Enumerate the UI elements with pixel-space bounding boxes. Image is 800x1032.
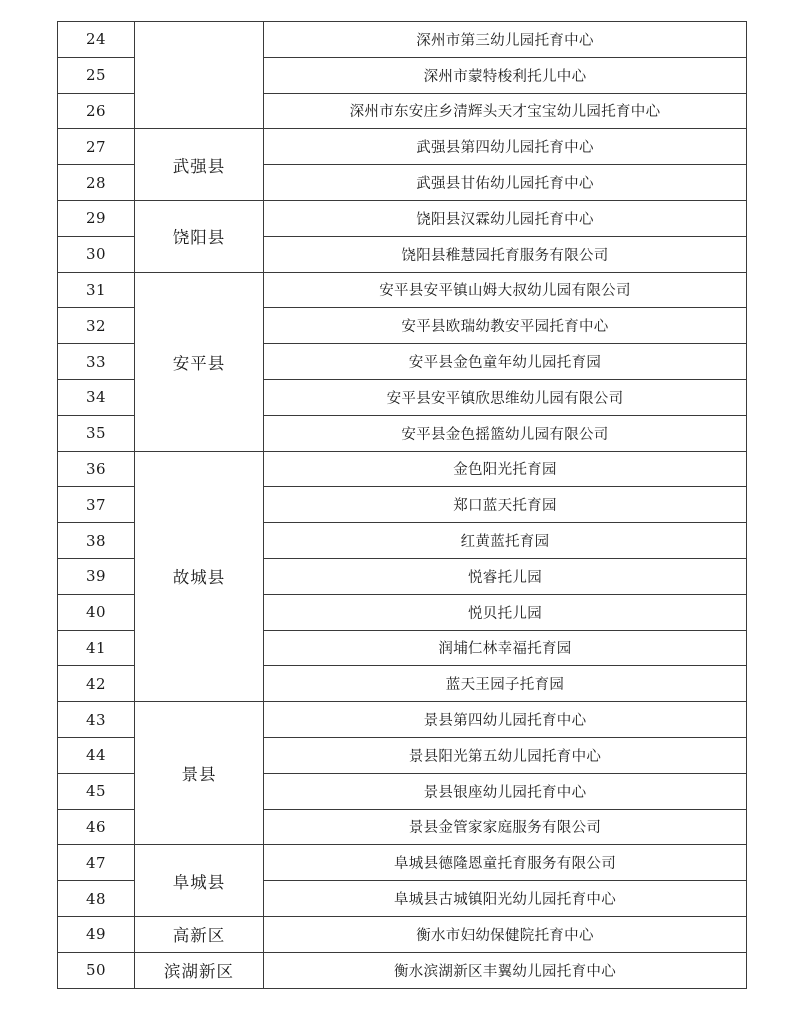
row-number: 50 xyxy=(58,952,135,988)
institution-name: 安平县金色童年幼儿园托育园 xyxy=(264,344,747,380)
table-row xyxy=(58,200,747,236)
county-cell: 景县 xyxy=(135,702,264,845)
row-number: 34 xyxy=(58,379,135,415)
row-number: 40 xyxy=(58,594,135,630)
row-number: 26 xyxy=(58,93,135,129)
row-number: 43 xyxy=(58,702,135,738)
table-row xyxy=(58,272,747,308)
table-row xyxy=(58,845,747,881)
row-number: 42 xyxy=(58,666,135,702)
county-cell xyxy=(135,22,264,129)
institution-name: 景县金管家家庭服务有限公司 xyxy=(264,809,747,845)
row-number: 36 xyxy=(58,451,135,487)
institution-name: 金色阳光托育园 xyxy=(264,451,747,487)
institution-name: 武强县第四幼儿园托育中心 xyxy=(264,129,747,165)
table-row xyxy=(58,129,747,165)
row-number: 27 xyxy=(58,129,135,165)
nursery-list-table xyxy=(57,21,747,989)
county-cell: 安平县 xyxy=(135,272,264,451)
county-cell: 滨湖新区 xyxy=(135,952,264,988)
county-cell: 阜城县 xyxy=(135,845,264,917)
row-number: 39 xyxy=(58,558,135,594)
table-body xyxy=(58,22,747,989)
table-row xyxy=(58,702,747,738)
institution-name: 安平县安平镇山姆大叔幼儿园有限公司 xyxy=(264,272,747,308)
row-number: 30 xyxy=(58,236,135,272)
institution-name: 景县银座幼儿园托育中心 xyxy=(264,773,747,809)
row-number: 38 xyxy=(58,523,135,559)
institution-name: 红黄蓝托育园 xyxy=(264,523,747,559)
county-cell: 武强县 xyxy=(135,129,264,201)
institution-name: 阜城县德隆恩童托育服务有限公司 xyxy=(264,845,747,881)
row-number: 33 xyxy=(58,344,135,380)
institution-name: 武强县甘佑幼儿园托育中心 xyxy=(264,165,747,201)
row-number: 31 xyxy=(58,272,135,308)
institution-name: 景县第四幼儿园托育中心 xyxy=(264,702,747,738)
institution-name: 悦睿托儿园 xyxy=(264,558,747,594)
table-row xyxy=(58,451,747,487)
institution-name: 蓝天王园子托育园 xyxy=(264,666,747,702)
institution-name: 饶阳县稚慧园托育服务有限公司 xyxy=(264,236,747,272)
table-row xyxy=(58,916,747,952)
institution-name: 安平县金色摇篮幼儿园有限公司 xyxy=(264,415,747,451)
row-number: 24 xyxy=(58,22,135,58)
row-number: 32 xyxy=(58,308,135,344)
county-cell: 高新区 xyxy=(135,916,264,952)
row-number: 37 xyxy=(58,487,135,523)
row-number: 28 xyxy=(58,165,135,201)
institution-name: 深州市第三幼儿园托育中心 xyxy=(264,22,747,58)
row-number: 48 xyxy=(58,881,135,917)
institution-name: 深州市东安庄乡清辉头天才宝宝幼儿园托育中心 xyxy=(264,93,747,129)
institution-name: 安平县安平镇欣思维幼儿园有限公司 xyxy=(264,379,747,415)
institution-name: 衡水滨湖新区丰翼幼儿园托育中心 xyxy=(264,952,747,988)
institution-name: 安平县欧瑞幼教安平园托育中心 xyxy=(264,308,747,344)
institution-name: 阜城县古城镇阳光幼儿园托育中心 xyxy=(264,881,747,917)
row-number: 25 xyxy=(58,57,135,93)
institution-name: 郑口蓝天托育园 xyxy=(264,487,747,523)
table-row xyxy=(58,952,747,988)
row-number: 49 xyxy=(58,916,135,952)
row-number: 29 xyxy=(58,200,135,236)
institution-name: 饶阳县汉霖幼儿园托育中心 xyxy=(264,200,747,236)
row-number: 41 xyxy=(58,630,135,666)
county-cell: 饶阳县 xyxy=(135,200,264,272)
institution-name: 深州市蒙特梭利托儿中心 xyxy=(264,57,747,93)
institution-name: 润埔仁林幸福托育园 xyxy=(264,630,747,666)
row-number: 47 xyxy=(58,845,135,881)
table-row xyxy=(58,22,747,58)
row-number: 44 xyxy=(58,737,135,773)
county-cell: 故城县 xyxy=(135,451,264,702)
row-number: 46 xyxy=(58,809,135,845)
row-number: 35 xyxy=(58,415,135,451)
institution-name: 衡水市妇幼保健院托育中心 xyxy=(264,916,747,952)
row-number: 45 xyxy=(58,773,135,809)
institution-name: 景县阳光第五幼儿园托育中心 xyxy=(264,737,747,773)
institution-name: 悦贝托儿园 xyxy=(264,594,747,630)
